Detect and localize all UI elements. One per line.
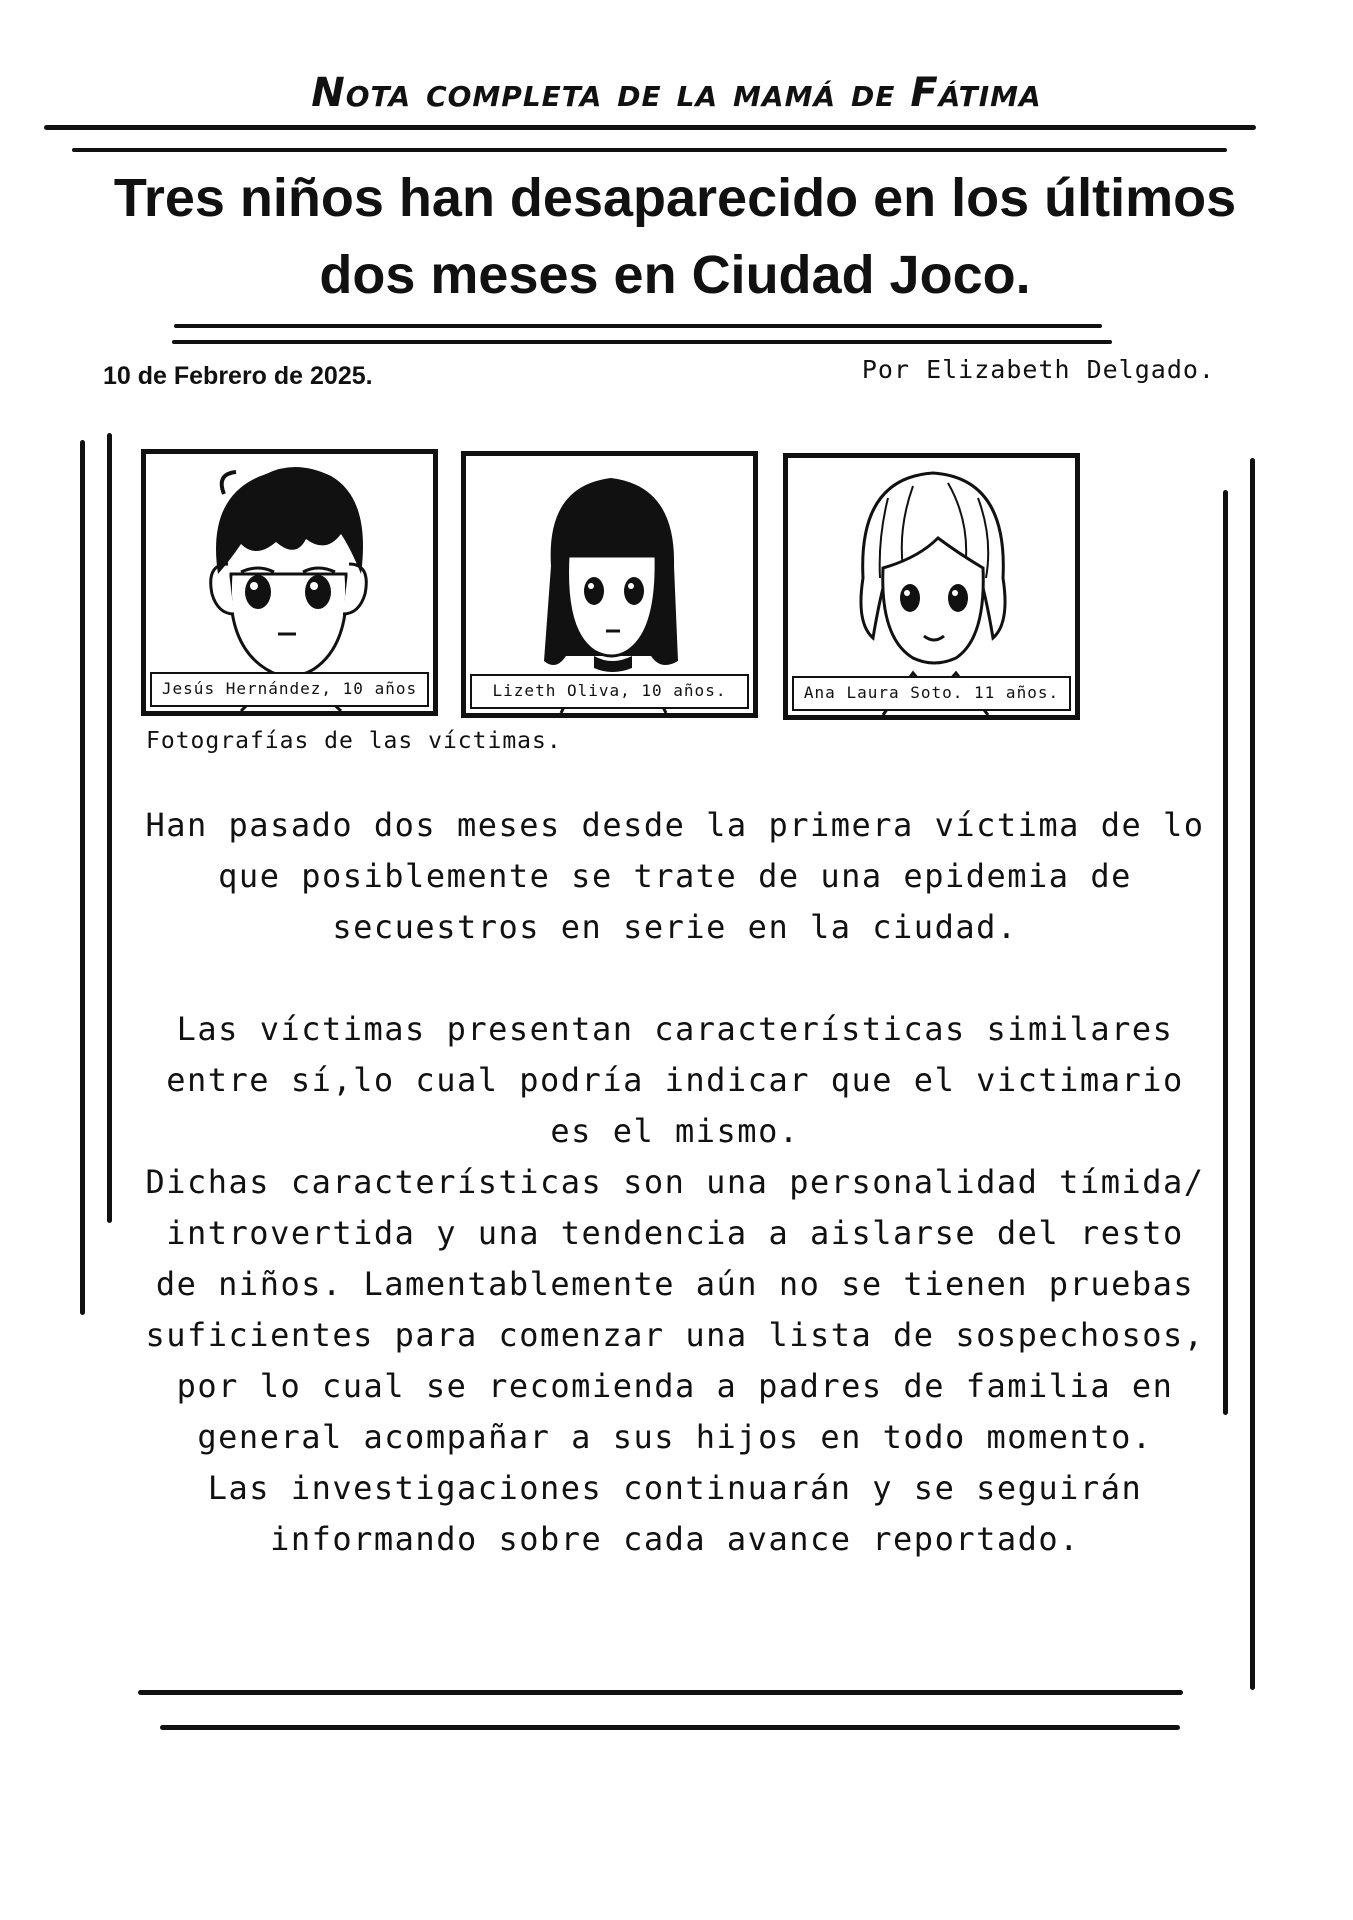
left-rule-outer xyxy=(80,440,85,1315)
paragraph-gap xyxy=(130,953,1220,1004)
body-line: que posiblemente se trate de una epidemia de xyxy=(218,857,1132,895)
body-line: informando sobre cada avance reportado. xyxy=(270,1520,1080,1558)
body-line: de niños. Lamentablemente aún no se tienen pruebas xyxy=(155,1265,1195,1303)
victim-caption-3: Ana Laura Soto. 11 años. xyxy=(792,676,1071,711)
right-rule-outer xyxy=(1250,458,1255,1690)
section-label: Nota completa de la mamá de Fátima xyxy=(311,70,1042,116)
body-line: suficientes para comenzar una lista de sospechosos, xyxy=(145,1316,1205,1354)
headline-line-1: Tres niños han desaparecido en los últimos xyxy=(113,168,1237,228)
article-date: 10 de Febrero de 2025. xyxy=(103,362,373,390)
article-byline: Por Elizabeth Delgado. xyxy=(861,355,1215,384)
bottom-rule-2 xyxy=(160,1725,1180,1730)
left-rule-inner xyxy=(107,433,112,1223)
body-line: entre sí,lo cual podría indicar que el victimario xyxy=(166,1061,1184,1099)
victim-caption-2: Lizeth Oliva, 10 años. xyxy=(470,674,749,709)
headline-rule-2 xyxy=(172,340,1112,344)
victim-photo-1 xyxy=(141,449,438,716)
headline-line-2: dos meses en Ciudad Joco. xyxy=(319,245,1031,305)
body-line: secuestros en serie en la ciudad. xyxy=(332,908,1018,946)
top-rule-1 xyxy=(44,125,1256,130)
body-line: Las víctimas presentan características similares xyxy=(176,1010,1174,1048)
body-line: Las investigaciones continuarán y se seguirán xyxy=(207,1469,1143,1507)
body-line: general acompañar a sus hijos en todo momento. xyxy=(197,1418,1153,1456)
body-line: introvertida y una tendencia a aislarse del resto xyxy=(166,1214,1184,1252)
body-line: es el mismo. xyxy=(550,1112,800,1150)
body-line: Dichas características son una personalidad tímida/ xyxy=(145,1163,1205,1201)
body-line: Han pasado dos meses desde la primera víctima de lo xyxy=(145,806,1205,844)
headline-rule-1 xyxy=(174,324,1102,328)
headline xyxy=(60,160,1290,314)
victim-caption-1: Jesús Hernández, 10 años xyxy=(150,672,429,707)
photos-caption: Fotografías de las víctimas. xyxy=(146,728,562,754)
bottom-rule-1 xyxy=(138,1690,1183,1695)
victim-photo-3 xyxy=(783,453,1080,720)
victim-photo-2 xyxy=(461,451,758,718)
right-rule-inner xyxy=(1223,490,1228,1415)
body-line: por lo cual se recomienda a padres de familia en xyxy=(176,1367,1174,1405)
article-body xyxy=(130,800,1220,1565)
top-rule-2 xyxy=(72,148,1227,152)
